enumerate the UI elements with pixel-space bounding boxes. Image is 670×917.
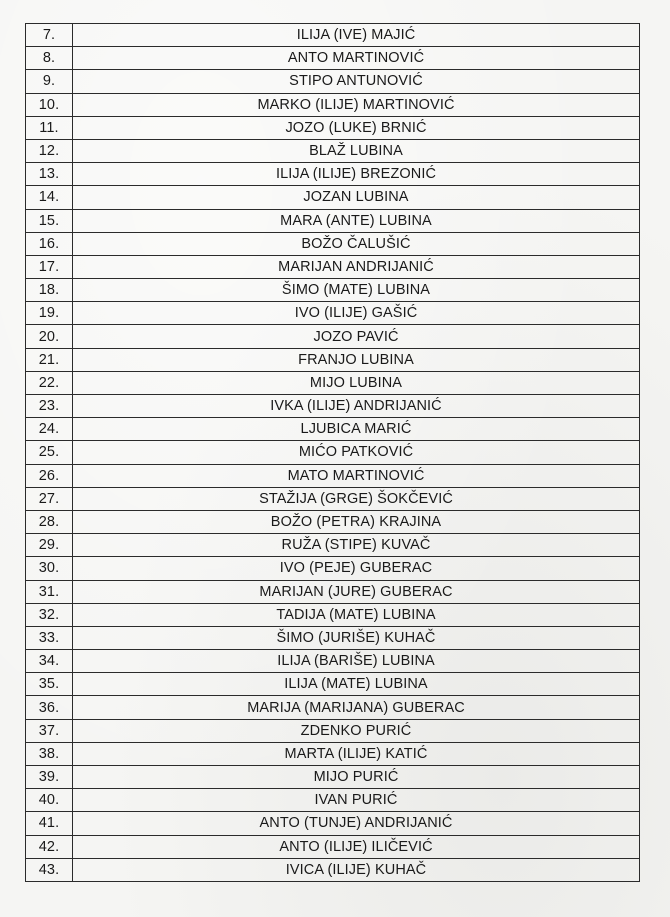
table-row [26, 139, 640, 162]
person-name: MARIJA (MARIJANA) GUBERAC [73, 696, 640, 719]
row-number: 13. [26, 163, 73, 186]
row-number: 27. [26, 487, 73, 510]
table-row [26, 93, 640, 116]
person-name: ILIJA (MATE) LUBINA [73, 673, 640, 696]
table-row [26, 441, 640, 464]
person-name: IVICA (ILIJE) KUHAČ [73, 858, 640, 881]
person-name: IVO (PEJE) GUBERAC [73, 557, 640, 580]
row-number: 41. [26, 812, 73, 835]
row-number: 31. [26, 580, 73, 603]
table-row [26, 209, 640, 232]
row-number: 25. [26, 441, 73, 464]
person-name: STIPO ANTUNOVIĆ [73, 70, 640, 93]
row-number: 23. [26, 395, 73, 418]
table-row [26, 696, 640, 719]
person-name: RUŽA (STIPE) KUVAČ [73, 534, 640, 557]
row-number: 14. [26, 186, 73, 209]
row-number: 35. [26, 673, 73, 696]
table-row [26, 116, 640, 139]
person-name: ANTO MARTINOVIĆ [73, 47, 640, 70]
table-row [26, 557, 640, 580]
row-number: 29. [26, 534, 73, 557]
person-name: BLAŽ LUBINA [73, 139, 640, 162]
person-name: MATO MARTINOVIĆ [73, 464, 640, 487]
row-number: 28. [26, 510, 73, 533]
table-row [26, 24, 640, 47]
person-name: IVO (ILIJE) GAŠIĆ [73, 302, 640, 325]
person-name: ILIJA (BARIŠE) LUBINA [73, 650, 640, 673]
person-name: ANTO (ILIJE) ILIČEVIĆ [73, 835, 640, 858]
person-name: MARIJAN ANDRIJANIĆ [73, 255, 640, 278]
row-number: 39. [26, 766, 73, 789]
person-name: FRANJO LUBINA [73, 348, 640, 371]
names-table-body [26, 24, 640, 882]
row-number: 37. [26, 719, 73, 742]
table-row [26, 232, 640, 255]
person-name: MIJO PURIĆ [73, 766, 640, 789]
table-row [26, 302, 640, 325]
person-name: MIĆO PATKOVIĆ [73, 441, 640, 464]
person-name: ILIJA (IVE) MAJIĆ [73, 24, 640, 47]
row-number: 19. [26, 302, 73, 325]
person-name: JOZO (LUKE) BRNIĆ [73, 116, 640, 139]
person-name: MARIJAN (JURE) GUBERAC [73, 580, 640, 603]
table-row [26, 650, 640, 673]
person-name: LJUBICA MARIĆ [73, 418, 640, 441]
person-name: STAŽIJA (GRGE) ŠOKČEVIĆ [73, 487, 640, 510]
table-row [26, 464, 640, 487]
row-number: 9. [26, 70, 73, 93]
table-row [26, 487, 640, 510]
row-number: 38. [26, 742, 73, 765]
person-name: IVKA (ILIJE) ANDRIJANIĆ [73, 395, 640, 418]
row-number: 16. [26, 232, 73, 255]
row-number: 10. [26, 93, 73, 116]
person-name: ANTO (TUNJE) ANDRIJANIĆ [73, 812, 640, 835]
person-name: TADIJA (MATE) LUBINA [73, 603, 640, 626]
names-table [25, 23, 640, 882]
person-name: ŠIMO (JURIŠE) KUHAČ [73, 626, 640, 649]
table-row [26, 626, 640, 649]
table-row [26, 534, 640, 557]
person-name: BOŽO (PETRA) KRAJINA [73, 510, 640, 533]
row-number: 24. [26, 418, 73, 441]
row-number: 26. [26, 464, 73, 487]
person-name: ZDENKO PURIĆ [73, 719, 640, 742]
table-row [26, 47, 640, 70]
table-row [26, 603, 640, 626]
row-number: 20. [26, 325, 73, 348]
person-name: BOŽO ČALUŠIĆ [73, 232, 640, 255]
row-number: 15. [26, 209, 73, 232]
row-number: 22. [26, 371, 73, 394]
table-row [26, 742, 640, 765]
person-name: ŠIMO (MATE) LUBINA [73, 279, 640, 302]
table-row [26, 279, 640, 302]
person-name: JOZO PAVIĆ [73, 325, 640, 348]
row-number: 21. [26, 348, 73, 371]
table-row [26, 371, 640, 394]
row-number: 43. [26, 858, 73, 881]
table-row [26, 255, 640, 278]
row-number: 11. [26, 116, 73, 139]
table-row [26, 325, 640, 348]
table-row [26, 673, 640, 696]
row-number: 36. [26, 696, 73, 719]
row-number: 17. [26, 255, 73, 278]
row-number: 42. [26, 835, 73, 858]
table-row [26, 510, 640, 533]
table-row [26, 395, 640, 418]
table-row [26, 418, 640, 441]
table-row [26, 163, 640, 186]
table-row [26, 812, 640, 835]
table-row [26, 348, 640, 371]
person-name: IVAN PURIĆ [73, 789, 640, 812]
row-number: 8. [26, 47, 73, 70]
row-number: 33. [26, 626, 73, 649]
person-name: MARA (ANTE) LUBINA [73, 209, 640, 232]
table-row [26, 186, 640, 209]
row-number: 32. [26, 603, 73, 626]
row-number: 34. [26, 650, 73, 673]
row-number: 7. [26, 24, 73, 47]
table-row [26, 766, 640, 789]
row-number: 18. [26, 279, 73, 302]
person-name: ILIJA (ILIJE) BREZONIĆ [73, 163, 640, 186]
table-row [26, 789, 640, 812]
table-row [26, 719, 640, 742]
row-number: 30. [26, 557, 73, 580]
person-name: MARKO (ILIJE) MARTINOVIĆ [73, 93, 640, 116]
table-row [26, 858, 640, 881]
table-row [26, 70, 640, 93]
table-row [26, 580, 640, 603]
person-name: JOZAN LUBINA [73, 186, 640, 209]
table-row [26, 835, 640, 858]
row-number: 40. [26, 789, 73, 812]
person-name: MARTA (ILIJE) KATIĆ [73, 742, 640, 765]
row-number: 12. [26, 139, 73, 162]
person-name: MIJO LUBINA [73, 371, 640, 394]
